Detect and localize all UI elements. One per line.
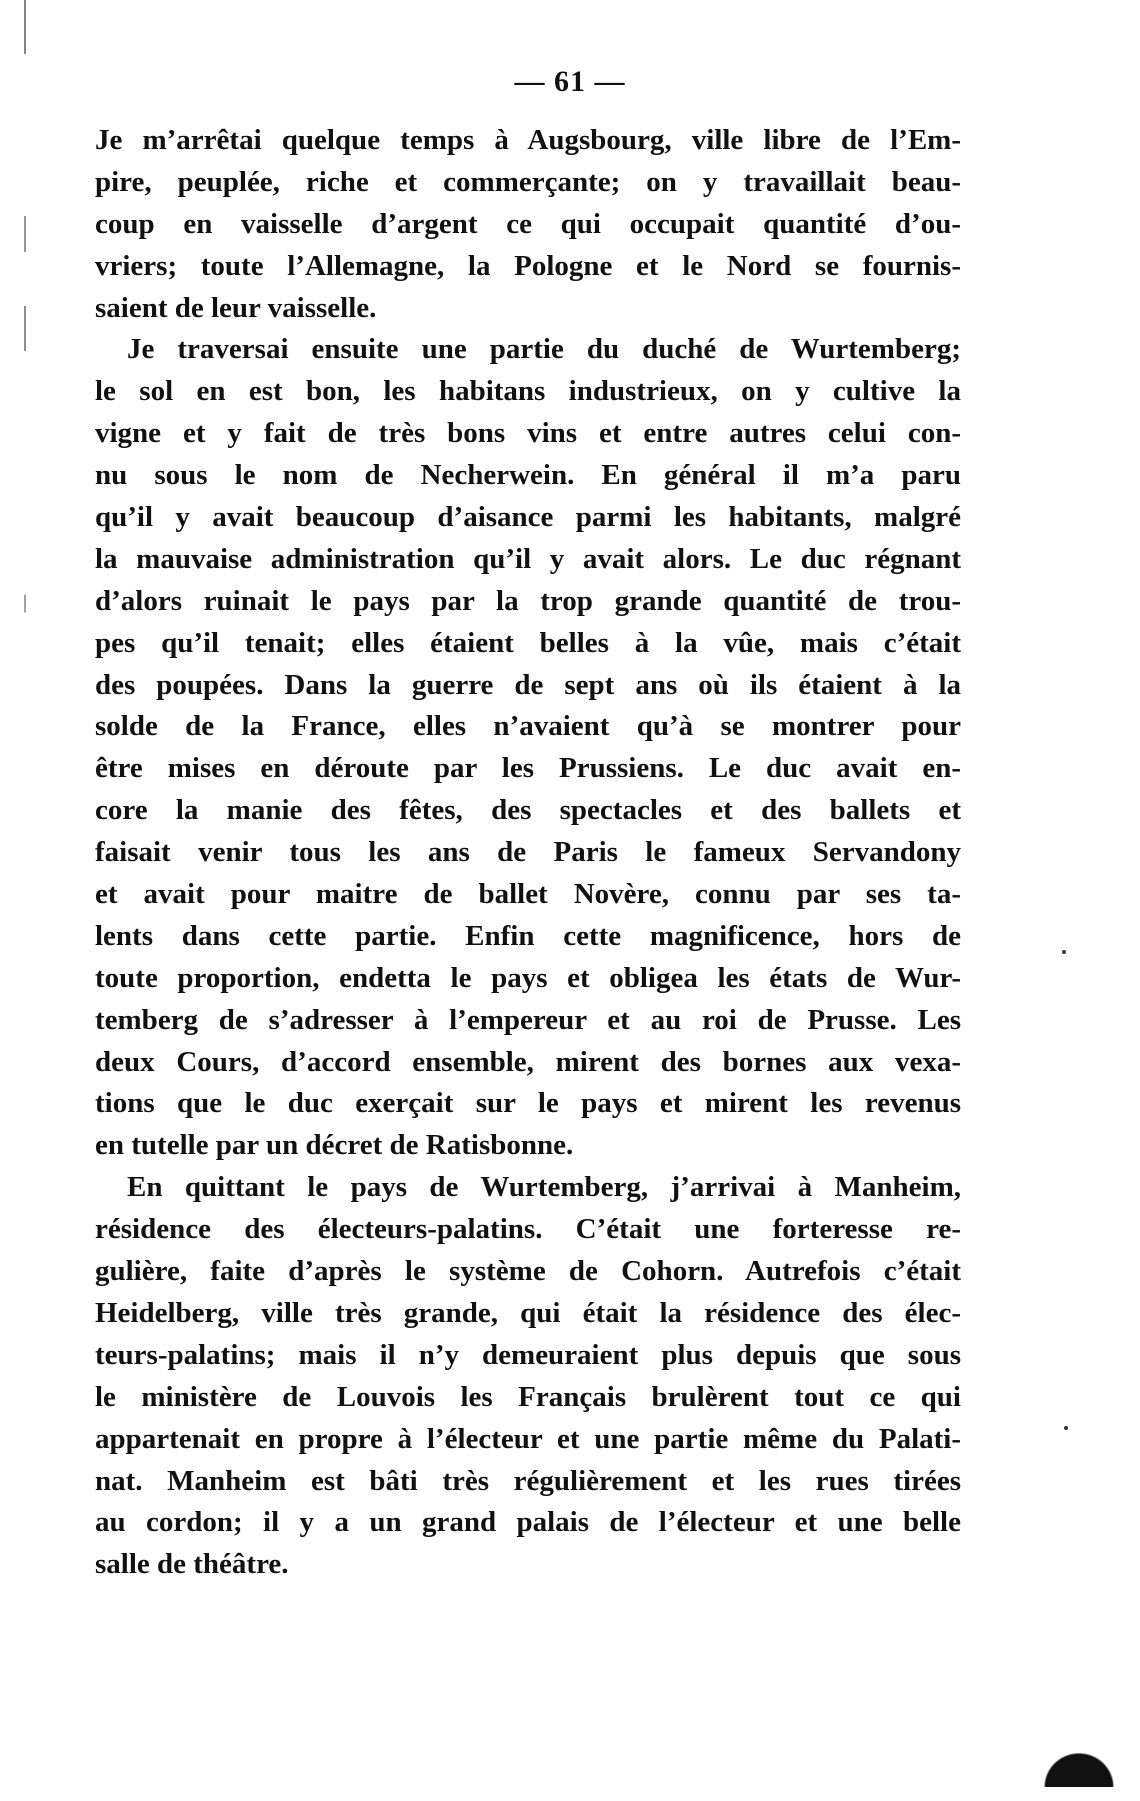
text-line: temberg de s’adresser à l’empereur et au roi de Prusse. Les: [95, 1003, 961, 1036]
page-number: — 61 —: [514, 65, 626, 98]
text-line: vigne et y fait de très bons vins et entre autres celui con-: [95, 417, 961, 450]
scan-edge-shadow: [24, 0, 26, 1801]
text-line: salle de théâtre.: [95, 1548, 289, 1581]
text-line: Je traversai ensuite une partie du duché de Wurtemberg;: [127, 333, 961, 366]
text-line: faisait venir tous les ans de Paris le fameux Servandony: [95, 836, 961, 869]
text-line: Je m’arrêtai quelque temps à Augsbourg, ville libre de l’Em-: [95, 124, 961, 156]
text-line: deux Cours, d’accord ensemble, mirent des bornes aux vexa-: [95, 1045, 961, 1078]
ink-smudge: [1036, 1745, 1122, 1787]
body-text: [95, 120, 961, 1586]
text-line: appartenait en propre à l’électeur et une partie même du Palati-: [95, 1422, 961, 1455]
text-line: la mauvaise administration qu’il y avait alors. Le duc régnant: [95, 542, 961, 575]
ink-speck: [1064, 1426, 1068, 1430]
paragraph-wurtemberg: [95, 329, 961, 1167]
text-line: en tutelle par un décret de Ratisbonne.: [95, 1129, 574, 1162]
paragraph-augsbourg: [95, 120, 961, 329]
text-line: nat. Manheim est bâti très régulièrement et les rues tirées: [95, 1464, 961, 1497]
paragraph-manheim: [95, 1167, 961, 1586]
text-line: toute proportion, endetta le pays et obligea les états de Wur-: [95, 961, 961, 994]
text-line: résidence des électeurs-palatins. C’était une forteresse re-: [95, 1213, 961, 1246]
text-line: et avait pour maitre de ballet Novère, connu par ses ta-: [95, 878, 961, 911]
text-line: nu sous le nom de Necherwein. En général il m’a paru: [95, 459, 961, 492]
text-line: coup en vaisselle d’argent ce qui occupait quantité d’ou-: [95, 207, 961, 240]
text-line: d’alors ruinait le pays par la trop grande quantité de trou-: [95, 584, 961, 617]
text-line: vriers; toute l’Allemagne, la Pologne et le Nord se fournis-: [95, 249, 961, 282]
text-line: des poupées. Dans la guerre de sept ans où ils étaient à la: [95, 668, 961, 701]
text-line: En quittant le pays de Wurtemberg, j’arrivai à Manheim,: [127, 1171, 961, 1204]
text-line: teurs-palatins; mais il n’y demeuraient plus depuis que sous: [95, 1338, 961, 1371]
text-line: le ministère de Louvois les Français brulèrent tout ce qui: [95, 1380, 961, 1413]
text-line: Heidelberg, ville très grande, qui était la résidence des élec-: [95, 1296, 961, 1329]
text-line: core la manie des fêtes, des spectacles et des ballets et: [95, 794, 961, 827]
ink-speck: [1062, 950, 1066, 954]
text-line: au cordon; il y a un grand palais de l’électeur et une belle: [95, 1506, 961, 1539]
text-line: solde de la France, elles n’avaient qu’à se montrer pour: [95, 710, 961, 743]
text-line: pire, peuplée, riche et commerçante; on y travaillait beau-: [95, 165, 961, 198]
text-line: saient de leur vaisselle.: [95, 291, 377, 324]
text-line: pes qu’il tenait; elles étaient belles à la vûe, mais c’était: [95, 626, 961, 659]
text-line: lents dans cette partie. Enfin cette magnificence, hors de: [95, 919, 961, 952]
text-line: gulière, faite d’après le système de Cohorn. Autrefois c’était: [95, 1255, 961, 1288]
text-line: le sol en est bon, les habitans industrieux, on y cultive la: [95, 375, 961, 408]
text-line: être mises en déroute par les Prussiens. Le duc avait en-: [95, 752, 961, 785]
text-line: qu’il y avait beaucoup d’aisance parmi les habitants, malgré: [95, 501, 961, 534]
text-line: tions que le duc exerçait sur le pays et mirent les revenus: [95, 1087, 961, 1120]
